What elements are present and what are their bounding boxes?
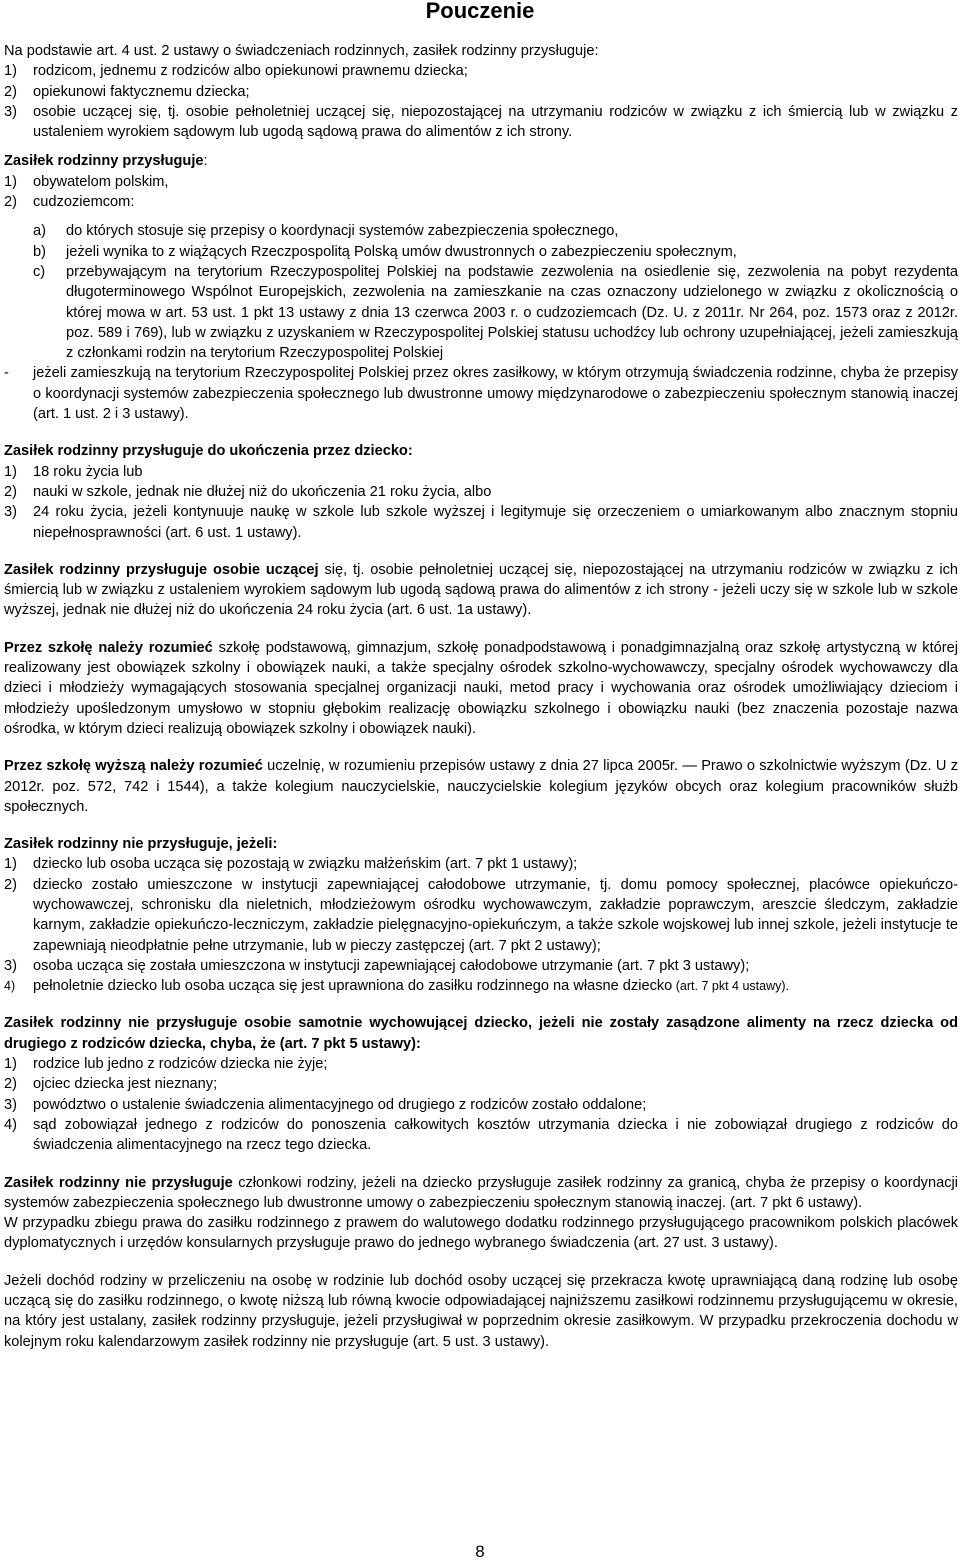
paragraph: Jeżeli dochód rodziny w przeliczeniu na osobę w rodzinie lub dochód osoby uczącej się przekracza kwotę uprawniającą daną rodzinę lub osobę uczącą się do zasiłku rodzinnego, o kwotę niższą lub równą kwocie odpowiadającej najniższemu zasiłkowi rodzinnemu przysługującemu w okresie, na który jest ustalany, zasiłek rodzinny przysługuje, jeżeli przysługiwał w poprzednim okresie zasiłkowym. W przypadku przekroczenia dochodu w kolejnym roku kalendarzowym zasiłek rodzinny nie przysługuje (art. 5 ust. 3 ustawy). [4, 1272, 958, 1350]
paragraph: Zasiłek rodzinny nie przysługuje członkowi rodziny, jeżeli na dziecko przysługuje zasiłek rodzinny za granicą, chyba że przepisy o koordynacji systemów zabezpieczenia społecznego lub dwustronne umowy o zabezpieczeniu społecznym stanowią inaczej. (art. 7 pkt 6 ustawy). [4, 1174, 958, 1211]
list-item: c) przebywającym na terytorium Rzeczypospolitej Polskiej na podstawie zezwolenia na osiedlenie się, zezwolenia na pobyt rezydenta długoterminowego Wspólnot Europejskich, zezwolenia na zamieszkanie na czas oznaczony udzielonego w związku z okolicznością o której mowa w art. 53 ust. 1 pkt 13 ustawy z dnia 13 czerwca 2003 r. o cudzoziemcach (Dz. U. z 2011r. Nr 264, poz. 1573 oraz z 2012r. poz. 589 i 769), lub w związku z uzyskaniem w Rzeczypospolitej Polskiej statusu uchodźcy lub ochrony uzupełniającej, jeżeli zamieszkują z członkami rodzin na terytorium Rzeczypospolitej Polskiej [33, 263, 958, 362]
section-heading: Zasiłek rodzinny nie przysługuje, jeżeli: [4, 836, 278, 853]
list-item: 2) nauki w szkole, jednak nie dłużej niż do ukończenia 21 roku życia, albo [4, 483, 492, 500]
list-item: 4) sąd zobowiązał jednego z rodziców do ponoszenia całkowitych kosztów utrzymania dziecka i nie zobowiązał drugiego z rodziców do świadczenia alimentacyjnego na rzecz tego dziecka. [4, 1116, 958, 1154]
list-item: 1) rodzicom, jednemu z rodziców albo opiekunowi prawnemu dziecka; [4, 63, 468, 80]
paragraph: Przez szkołę wyższą należy rozumieć uczelnię, w rozumieniu przepisów ustawy z dnia 27 lipca 2005r. — Prawo o szkolnictwie wyższym (Dz. U z 2012r. poz. 572, 742 i 1544), a także kolegium nauczycielskie, nauczycielskie kolegium języków obcych oraz kolegium pracowników służb społecznych. [4, 758, 959, 815]
section-heading: Zasiłek rodzinny przysługuje do ukończenia przez dziecko: [4, 443, 413, 460]
section-heading: Zasiłek rodzinny nie przysługuje osobie samotnie wychowującej dziecko, jeżeli nie zostały zasądzone alimenty na rzecz dziecka od drugiego z rodziców dziecka, chyba, że (art. 7 pkt 5 ustawy): [4, 1015, 958, 1052]
list-item: a) do których stosuje się przepisy o koordynacji systemów zabezpieczenia społecznego, [33, 223, 619, 240]
list-item: 3) osobie uczącej się, tj. osobie pełnoletniej uczącej się, niepozostającej na utrzymaniu rodziców w związku z ich śmiercią lub w związku z ustaleniem wyrokiem sądowym lub ugodą sądową prawa do alimentów z ich strony. [4, 103, 958, 141]
list-item: 1) obywatelom polskim, [4, 173, 169, 190]
intro-list [4, 61, 958, 142]
section-heading: Zasiłek rodzinny przysługuje: [4, 153, 208, 170]
page-title: Pouczenie [425, 0, 535, 23]
list-item: - jeżeli zamieszkują na terytorium Rzeczypospolitej Polskiej przez okres zasiłkowy, w którym otrzymują świadczenia rodzinne, chyba że przepisy o koordynacji systemów zabezpieczenia społecznego lub dwustronne umowy międzynarodowe o zabezpieczeniu społecznym stanowią inaczej (art. 1 ust. 2 i 3 ustawy). [4, 365, 958, 423]
list-item: 4) pełnoletnie dziecko lub osoba ucząca się jest uprawniona do zasiłku rodzinnego na własne dziecko (art. 7 pkt 4 ustawy). [4, 978, 790, 995]
list-item: 2) ojciec dziecka jest nieznany; [4, 1076, 218, 1093]
list-item: 3) 24 roku życia, jeżeli kontynuuje naukę w szkole lub szkole wyższej i legitymuje się orzeczeniem o umiarkowanym albo znacznym stopniu niepełnosprawności (art. 6 ust. 1 ustawy). [4, 504, 958, 541]
paragraph: Przez szkołę należy rozumieć szkołę podstawową, gimnazjum, szkołę ponadpodstawową i ponadgimnazjalną oraz szkołę artystyczną w której realizowany jest obowiązek szkolny i obowiązek nauki, a także specjalny ośrodek szkolno-wychowawczy, specjalny ośrodek wychowawczy dla dzieci i młodzieży wymagających stosowania specjalnej organizacji nauki, metod pracy i wychowania oraz ośrodek umożliwiający dzieciom i młodzieży upośledzonym umysłowo w stopniu głębokim realizację obowiązku szkolnego i obowiązku nauki (bez znaczenia pozostaje nazwa ośrodka, w którym dzieci realizują obowiązek szkolny i obowiązek nauki). [4, 639, 958, 737]
list-item: 2) dziecko zostało umieszczone w instytucji zapewniającej całodobowe utrzymanie, tj. domu pomocy społecznej, placówce opiekuńczo-wychowawczej, schronisku dla nieletnich, młodzieżowym ośrodku wychowawczym, zakładzie poprawczym, areszcie śledczym, zakładzie karnym, zakładzie opiekuńczo-leczniczym, zakładzie pielęgnacyjno-opiekuńczym, a także szkole wojskowej lub innej szkole, jeżeli instytucje te zapewniają nieodpłatnie pełne utrzymanie, lub w pieczy zastępczej (art. 7 pkt 2 ustawy); [4, 876, 958, 954]
list-item: 2) opiekunowi faktycznemu dziecka; [4, 83, 250, 100]
document-body [4, 41, 958, 1352]
paragraph: Zasiłek rodzinny przysługuje osobie uczącej się, tj. osobie pełnoletniej uczącej się, niepozostającej na utrzymaniu rodziców w związku z ich śmiercią lub w związku z ustaleniem wyrokiem sądowym lub ugodą sądową prawa do alimentów z ich strony - jeżeli uczy się w szkole lub w szkole wyższej, jednak nie dłużej niż do ukończenia 24 roku życia (art. 6 ust. 1a ustawy). [4, 561, 958, 619]
list-item: b) jeżeli wynika to z wiążących Rzeczpospolitą Polską umów dwustronnych o zabezpieczeniu społecznym, [33, 243, 737, 260]
list-item: 1) 18 roku życia lub [4, 463, 143, 480]
list-item: 3) osoba ucząca się została umieszczona w instytucji zapewniającej całodobowe utrzymanie (art. 7 pkt 3 ustawy); [4, 957, 750, 974]
page-number: 8 [475, 1542, 485, 1561]
paragraph: W przypadku zbiegu prawa do zasiłku rodzinnego z prawem do walutowego dodatku rodzinnego przysługującego pracownikom polskich placówek dyplomatycznych i urzędów konsularnych przysługuje prawo do jednego wybranego świadczenia (art. 27 ust. 3 ustawy). [4, 1215, 958, 1252]
intro-lead: Na podstawie art. 4 ust. 2 ustawy o świadczeniach rodzinnych, zasiłek rodzinny przysługuje: [4, 43, 599, 59]
list-item: 1) dziecko lub osoba ucząca się pozostają w związku małżeńskim (art. 7 pkt 1 ustawy); [4, 856, 578, 873]
list-item: 3) powództwo o ustalenie świadczenia alimentacyjnego od drugiego z rodziców zostało oddalone; [4, 1096, 647, 1113]
list-item: 1) rodzice lub jedno z rodziców dziecka nie żyje; [4, 1056, 328, 1073]
list-item: 2) cudzoziemcom: [4, 194, 135, 211]
